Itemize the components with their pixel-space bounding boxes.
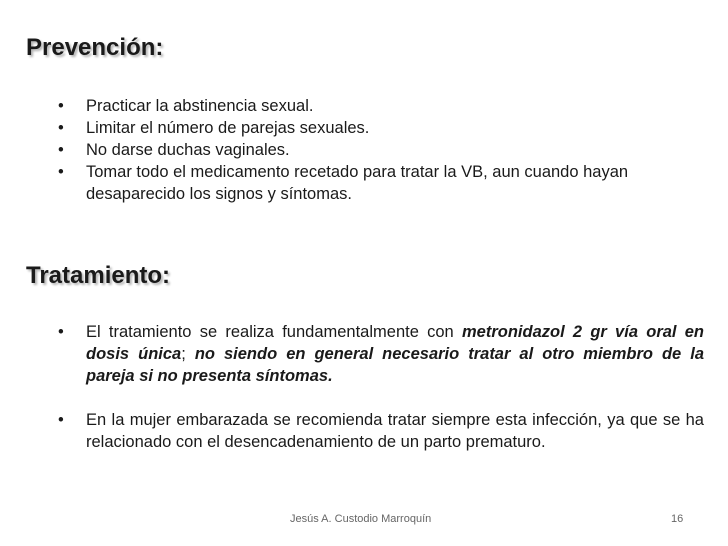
list-item <box>58 95 704 117</box>
treatment-separator: ; <box>181 345 195 363</box>
bullet-icon: • <box>58 163 64 181</box>
list-item-text: Practicar la abstinencia sexual. <box>86 97 314 115</box>
list-item <box>58 161 704 205</box>
list-item <box>58 321 704 387</box>
treatment-partner-note: no siendo en general necesario tratar al otro miembro de la pareja si no presenta síntomas. <box>86 345 705 385</box>
bullet-icon: • <box>58 323 64 341</box>
prevencion-heading: Prevención: <box>26 34 164 61</box>
bullet-icon: • <box>58 97 64 115</box>
list-item <box>58 409 704 453</box>
list-item-text: Tomar todo el medicamento recetado para tratar la VB, aun cuando hayan desaparecido los signos y síntomas. <box>86 163 629 203</box>
bullet-icon: • <box>58 119 64 137</box>
list-item-text: Limitar el número de parejas sexuales. <box>86 119 370 137</box>
bullet-icon: • <box>58 141 64 159</box>
page-number: 16 <box>671 513 684 525</box>
tratamiento-heading: Tratamiento: <box>26 262 171 289</box>
prevencion-list <box>58 95 704 205</box>
list-item <box>58 139 704 161</box>
list-item-text: En la mujer embarazada se recomienda tratar siempre esta infección, ya que se ha relacionado con el desencadenamiento de un parto prematuro. <box>86 411 704 451</box>
bullet-icon: • <box>58 411 64 429</box>
list-item-text: No darse duchas vaginales. <box>86 141 290 159</box>
tratamiento-list <box>58 321 704 453</box>
treatment-text-intro: El tratamiento se realiza fundamentalmente con <box>86 323 462 341</box>
list-item <box>58 117 704 139</box>
treatment-drug-dose: metronidazol 2 gr vía oral en dosis única <box>86 323 704 363</box>
footer-author: Jesús A. Custodio Marroquín <box>290 513 432 525</box>
